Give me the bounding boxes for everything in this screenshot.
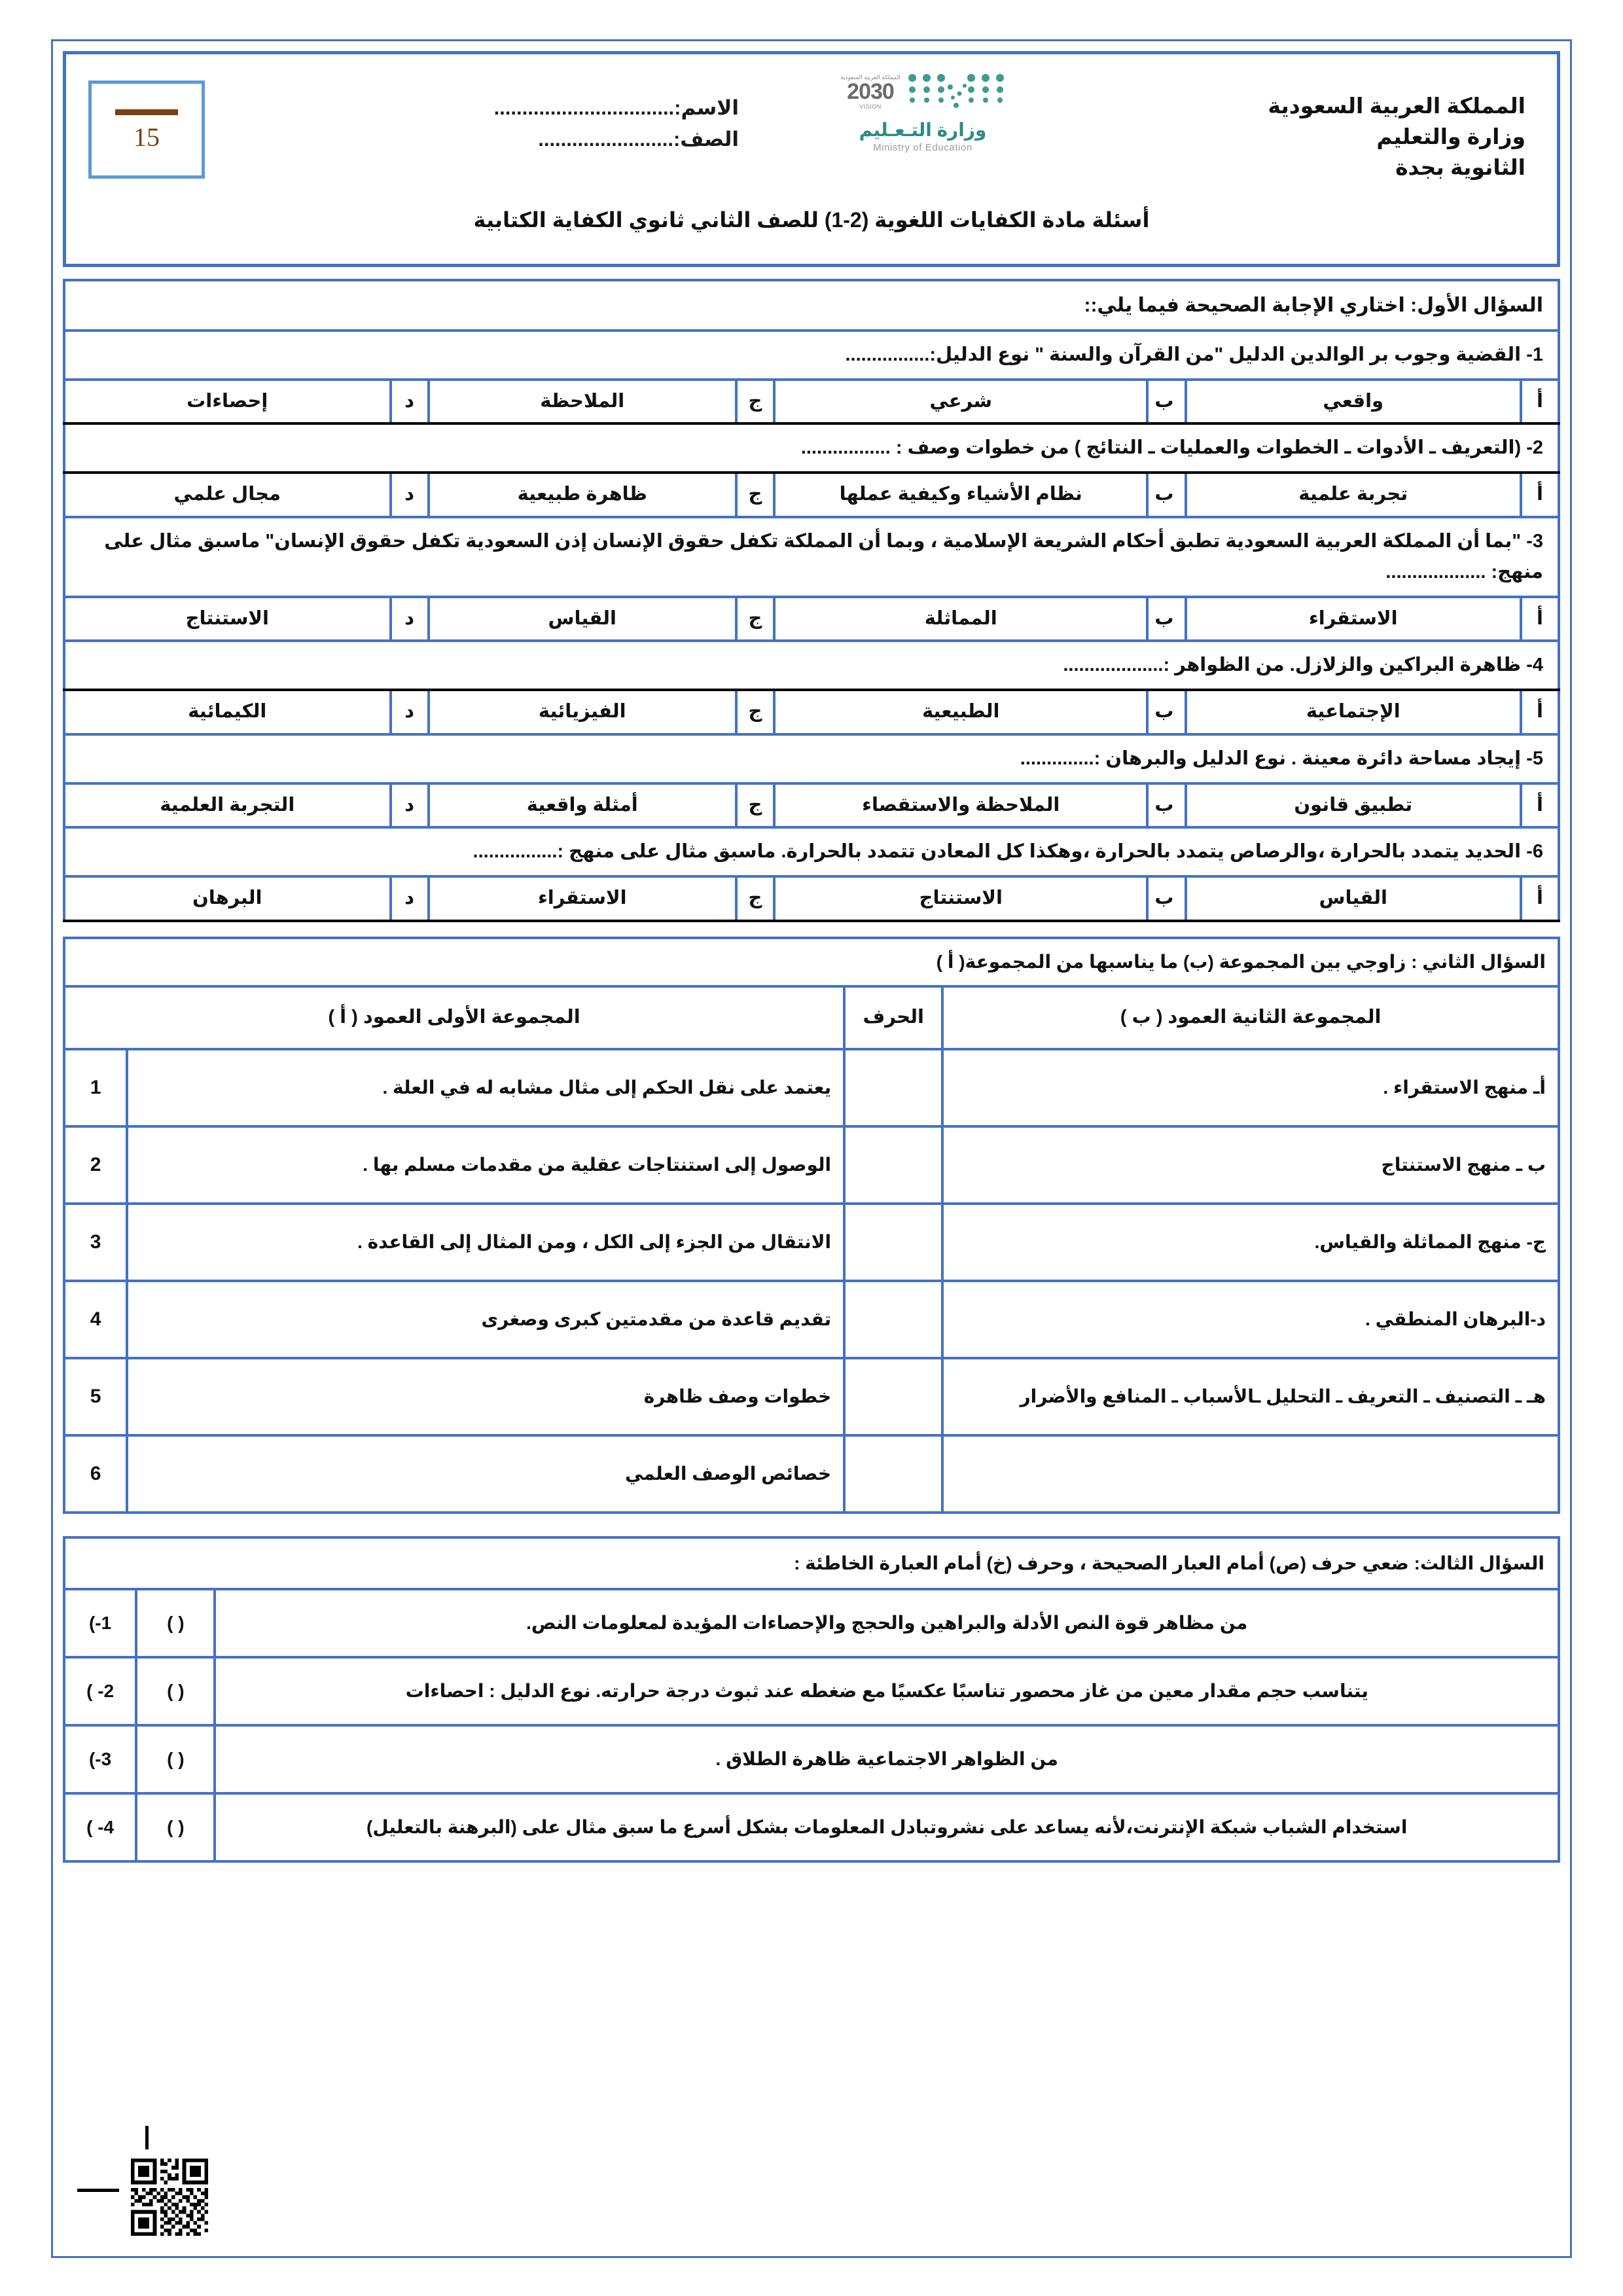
q1-item-2-letter-a: أ — [1521, 473, 1559, 517]
q1-item-4-letter-a: أ — [1521, 690, 1559, 734]
q1-item-6-letter-b: ب — [1147, 876, 1185, 921]
student-class-dots: ........................ — [538, 128, 673, 151]
q3-statement-4-text: استخدام الشباب شبكة الإنترنت،لأنه يساعد على نشروتبادل المعلومات بشكل أسرع ما سبق مثال على (البرهنة بالتعليل) — [215, 1793, 1559, 1861]
q3-statement-3-text: من الظواهر الاجتماعية ظاهرة الطلاق . — [215, 1725, 1559, 1793]
q1-item-5-option-b[interactable]: الملاحظة والاستقصاء — [774, 783, 1147, 828]
q1-item-5-number: 5- — [1526, 747, 1543, 769]
q1-item-3-number: 3- — [1526, 530, 1543, 552]
q1-item-4-letter-c: ج — [736, 690, 774, 734]
ministry-name-ar: وزارة التـعـليم — [859, 120, 987, 140]
q1-item-3-option-a[interactable]: الاستقراء — [1186, 597, 1521, 641]
q1-item-1-option-a[interactable]: واقعي — [1186, 380, 1521, 424]
q1-item-4-option-d[interactable]: الكيمائية — [64, 690, 391, 734]
q1-item-5-letter-c: ج — [736, 783, 774, 828]
table-row — [64, 1793, 1559, 1861]
qr-code-area — [77, 2126, 215, 2257]
q2-row-2-answer-cell[interactable] — [844, 1126, 942, 1204]
student-name-field[interactable] — [241, 92, 739, 124]
table-row — [64, 1725, 1559, 1793]
student-class-label: الصف: — [673, 128, 739, 151]
q1-item-5-option-c[interactable]: أمثلة واقعية — [429, 783, 736, 828]
q2-row-3-index: 3 — [64, 1204, 127, 1281]
q1-item-4-option-b[interactable]: الطبيعية — [774, 690, 1147, 734]
q3-statement-2-number: 2- ) — [64, 1657, 136, 1725]
student-name-label: الاسم: — [674, 96, 739, 119]
q1-item-3-option-c[interactable]: القياس — [429, 597, 736, 641]
q2-row-2-col-a: الوصول إلى استنتاجات عقلية من مقدمات مسلم بها . — [127, 1126, 844, 1204]
question-2-heading: السؤال الثاني : زاوجي بين المجموعة (ب) ما يناسبها من المجموعة( أ ) — [64, 938, 1559, 986]
q1-item-6-letter-a: أ — [1521, 876, 1559, 921]
q1-item-2-option-d[interactable]: مجال علمي — [64, 473, 391, 517]
document-header — [63, 51, 1560, 267]
q2-row-1-col-b: أـ منهج الاستقراء . — [942, 1049, 1559, 1126]
q1-item-3-letter-a: أ — [1521, 597, 1559, 641]
q1-item-6-stem — [64, 827, 1559, 876]
question-3-heading: السؤال الثالث: ضعي حرف (ص) أمام العبار الصحيحة ، وحرف (خ) أمام العبارة الخاطئة : — [64, 1537, 1559, 1589]
q1-item-4-stem-row — [64, 641, 1559, 690]
q2-row-6-col-b — [942, 1435, 1559, 1513]
table-row — [64, 1435, 1559, 1513]
q1-item-4-option-c[interactable]: الفيزيائية — [429, 690, 736, 734]
q1-item-1-stem — [64, 331, 1559, 380]
q1-item-4-letter-d: د — [391, 690, 429, 734]
org-line-country: المملكة العربية السعودية — [1268, 94, 1525, 118]
table-row — [64, 1589, 1559, 1657]
qr-code-icon — [131, 2159, 208, 2236]
q1-item-1-option-d[interactable]: إحصاءات — [64, 380, 391, 424]
q3-statement-1-text: من مظاهر قوة النص الأدلة والبراهين والحجج والإحصاءات المؤيدة لمعلومات النص. — [215, 1589, 1559, 1657]
q1-item-1-option-c[interactable]: الملاحظة — [429, 380, 736, 424]
question-3-heading-row — [64, 1537, 1559, 1589]
q2-row-1-answer-cell[interactable] — [844, 1049, 942, 1126]
q2-row-1-index: 1 — [64, 1049, 127, 1126]
q1-item-4-text: ظاهرة البراكين والزلازل. من الظواهر :................... — [1063, 655, 1522, 676]
ministry-name-en: Ministry of Education — [873, 142, 972, 153]
q1-item-6-number: 6- — [1526, 841, 1543, 863]
q1-item-1-letter-c: ج — [736, 380, 774, 424]
org-line-ministry: وزارة والتعليم — [1376, 124, 1525, 149]
q2-col-header-letter: الحرف — [844, 986, 942, 1049]
q1-item-3-letter-d: د — [391, 597, 429, 641]
q2-row-5-index: 5 — [64, 1358, 127, 1435]
q1-item-3-letter-b: ب — [1147, 597, 1185, 641]
q1-item-1-option-b[interactable]: شرعي — [774, 380, 1147, 424]
table-row — [64, 1358, 1559, 1435]
q1-item-6-option-c[interactable]: الاستقراء — [429, 876, 736, 921]
q1-item-2-option-a[interactable]: تجربة علمية — [1186, 473, 1521, 517]
q1-item-5-letter-d: د — [391, 783, 429, 828]
q3-statement-3-answer-box[interactable]: ( ) — [136, 1725, 215, 1793]
question-1-heading-row — [64, 280, 1559, 331]
table-row — [64, 1204, 1559, 1281]
q1-item-5-letter-a: أ — [1521, 783, 1559, 828]
q1-item-2-letter-d: د — [391, 473, 429, 517]
vision-dots-icon — [907, 71, 1005, 113]
q1-item-5-stem — [64, 734, 1559, 783]
vision-2030-mark — [840, 75, 901, 110]
q2-row-1-col-a: يعتمد على نقل الحكم إلى مثال مشابه له في العلة . — [127, 1049, 844, 1126]
q1-item-2-options-row — [64, 473, 1559, 517]
table-row — [64, 1049, 1559, 1126]
q1-item-5-options-row — [64, 783, 1559, 828]
question-1-heading: السؤال الأول: اختاري الإجابة الصحيحة فيما يلي:: — [64, 280, 1559, 331]
q1-item-5-text: إيجاد مساحة دائرة معينة . نوع الدليل والبرهان :.............. — [1020, 747, 1522, 769]
table-row — [64, 1281, 1559, 1358]
q1-item-3-option-d[interactable]: الاستنتاج — [64, 597, 391, 641]
q1-item-6-letter-c: ج — [736, 876, 774, 921]
q1-item-5-option-d[interactable]: التجربة العلمية — [64, 783, 391, 828]
student-fields — [222, 69, 739, 155]
grade-score-box[interactable] — [88, 81, 205, 179]
logo-block — [739, 69, 1107, 152]
q1-item-2-number: 2- — [1526, 437, 1543, 459]
q1-item-3-stem-row — [64, 517, 1559, 597]
q3-statement-3-number: 3-) — [64, 1725, 136, 1793]
q1-item-2-stem — [64, 423, 1559, 473]
spacer-after-q2 — [63, 1514, 1560, 1536]
q2-col-header-b: المجموعة الثانية العمود ( ب ) — [942, 986, 1559, 1049]
q1-item-2-letter-c: ج — [736, 473, 774, 517]
q1-item-4-number: 4- — [1526, 655, 1543, 676]
q1-item-3-stem — [64, 517, 1559, 597]
table-row — [64, 1126, 1559, 1204]
q2-row-6-index: 6 — [64, 1435, 127, 1513]
q2-row-2-col-b: ب ـ منهج الاستنتاج — [942, 1126, 1559, 1204]
grade-total: 15 — [134, 122, 160, 152]
question-3-table — [63, 1536, 1560, 1863]
vision-sub-bottom: VISION — [859, 103, 882, 110]
exam-title: أسئلة مادة الكفايات اللغوية (2-1) للصف الثاني ثانوي الكفاية الكتابية — [473, 208, 1150, 232]
q2-row-3-col-a: الانتقال من الجزء إلى الكل ، ومن المثال إلى القاعدة . — [127, 1204, 844, 1281]
q1-item-1-letter-b: ب — [1147, 380, 1185, 424]
q1-item-5-option-a[interactable]: تطبيق قانون — [1186, 783, 1521, 828]
q1-item-4-letter-b: ب — [1147, 690, 1185, 734]
q1-item-1-stem-row — [64, 331, 1559, 380]
q3-statement-1-answer-box[interactable]: ( ) — [136, 1589, 215, 1657]
q2-row-4-col-a: تقديم قاعدة من مقدمتين كبرى وصغرى — [127, 1281, 844, 1358]
q2-row-5-answer-cell[interactable] — [844, 1358, 942, 1435]
q1-item-3-options-row — [64, 597, 1559, 641]
q1-item-6-option-b[interactable]: الاستنتاج — [774, 876, 1147, 921]
organization-block — [1107, 69, 1535, 183]
q3-statement-4-answer-box[interactable]: ( ) — [136, 1793, 215, 1861]
q1-item-1-letter-d: د — [391, 380, 429, 424]
header-row — [66, 54, 1557, 205]
q1-item-2-stem-row — [64, 423, 1559, 473]
q2-row-5-col-b: هـ ـ التصنيف ـ التعريف ـ التحليل ـالأسباب ـ المنافع والأضرار — [942, 1358, 1559, 1435]
student-name-dots: ................................ — [493, 96, 675, 119]
q2-row-5-col-a: خطوات وصف ظاهرة — [127, 1358, 844, 1435]
question-1-table — [63, 279, 1560, 922]
q3-statement-1-number: 1-) — [64, 1589, 136, 1657]
vision-sub-top: المملكة العربية السعودية — [840, 74, 901, 81]
q1-item-6-stem-row — [64, 827, 1559, 876]
q1-item-6-option-d[interactable]: البرهان — [64, 876, 391, 921]
question-2-table — [63, 937, 1560, 1514]
q1-item-5-stem-row — [64, 734, 1559, 783]
q1-item-5-letter-b: ب — [1147, 783, 1185, 828]
q1-item-4-option-a[interactable]: الإجتماعية — [1186, 690, 1521, 734]
q2-row-2-index: 2 — [64, 1126, 127, 1204]
q2-row-4-index: 4 — [64, 1281, 127, 1358]
q1-item-1-options-row — [64, 380, 1559, 424]
crop-mark-vertical — [145, 2126, 149, 2149]
q1-item-3-letter-c: ج — [736, 597, 774, 641]
q1-item-6-text: الحديد يتمدد بالحرارة ،والرصاص يتمدد بالحرارة ،وهكذا كل المعادن تتمدد بالحرارة. ماسبق مثال على منهج :................ — [473, 841, 1522, 863]
vision-2030-logo — [815, 71, 1031, 113]
q1-item-3-option-b[interactable]: المماثلة — [774, 597, 1147, 641]
q2-row-6-col-a: خصائص الوصف العلمي — [127, 1435, 844, 1513]
org-line-school: الثانوية بجدة — [1395, 154, 1525, 179]
table-row — [64, 1657, 1559, 1725]
q1-item-2-option-c[interactable]: ظاهرة طبيعية — [429, 473, 736, 517]
question-2-heading-row — [64, 938, 1559, 986]
vision-number: 2030 — [847, 79, 894, 105]
q2-col-header-a: المجموعة الأولى العمود ( أ ) — [64, 986, 844, 1049]
q1-item-2-text: (التعريف ـ الأدوات ـ الخطوات والعمليات ـ النتائج ) من خطوات وصف : ................. — [800, 437, 1522, 459]
q1-item-6-option-a[interactable]: القياس — [1186, 876, 1521, 921]
student-class-field[interactable] — [241, 124, 739, 155]
spacer-after-q1 — [63, 922, 1560, 937]
q1-item-4-stem — [64, 641, 1559, 690]
q2-row-3-answer-cell[interactable] — [844, 1204, 942, 1281]
q2-row-3-col-b: ج- منهج المماثلة والقياس. — [942, 1204, 1559, 1281]
q1-item-6-letter-d: د — [391, 876, 429, 921]
q1-item-1-number: 1- — [1526, 344, 1543, 365]
q3-statement-4-number: 4- ) — [64, 1793, 136, 1861]
q1-item-4-options-row — [64, 690, 1559, 734]
q1-item-2-letter-b: ب — [1147, 473, 1185, 517]
q1-item-2-option-b[interactable]: نظام الأشياء وكيفية عملها — [774, 473, 1147, 517]
q1-item-3-text: "بما أن المملكة العربية السعودية تطبق أحكام الشريعة الإسلامية ، وبما أن المملكة تكفل حقوق الإنسان إذن السعودية تكفل حقوق الإنسان" ماسبق مثال على منهج: ................... — [104, 530, 1543, 583]
q3-statement-2-answer-box[interactable]: ( ) — [136, 1657, 215, 1725]
q2-row-4-col-b: د-البرهان المنطقي . — [942, 1281, 1559, 1358]
q1-item-1-letter-a: أ — [1521, 380, 1559, 424]
q3-statement-2-text: يتناسب حجم مقدار معين من غاز محصور تناسبًا عكسيًا مع ضغطه عند ثبوث درجة حرارته. نوع الدليل : احصاءات — [215, 1657, 1559, 1725]
ministry-logo — [815, 71, 1031, 152]
q1-item-1-text: القضية وجوب بر الوالدين الدليل "من القرآن والسنة " نوع الدليل:................ — [845, 344, 1522, 365]
crop-mark-horizontal — [77, 2189, 119, 2192]
q2-row-6-answer-cell[interactable] — [844, 1435, 942, 1513]
q2-row-4-answer-cell[interactable] — [844, 1281, 942, 1358]
grade-divider-line — [115, 109, 178, 115]
q1-item-6-options-row — [64, 876, 1559, 921]
question-2-header-row — [64, 986, 1559, 1049]
